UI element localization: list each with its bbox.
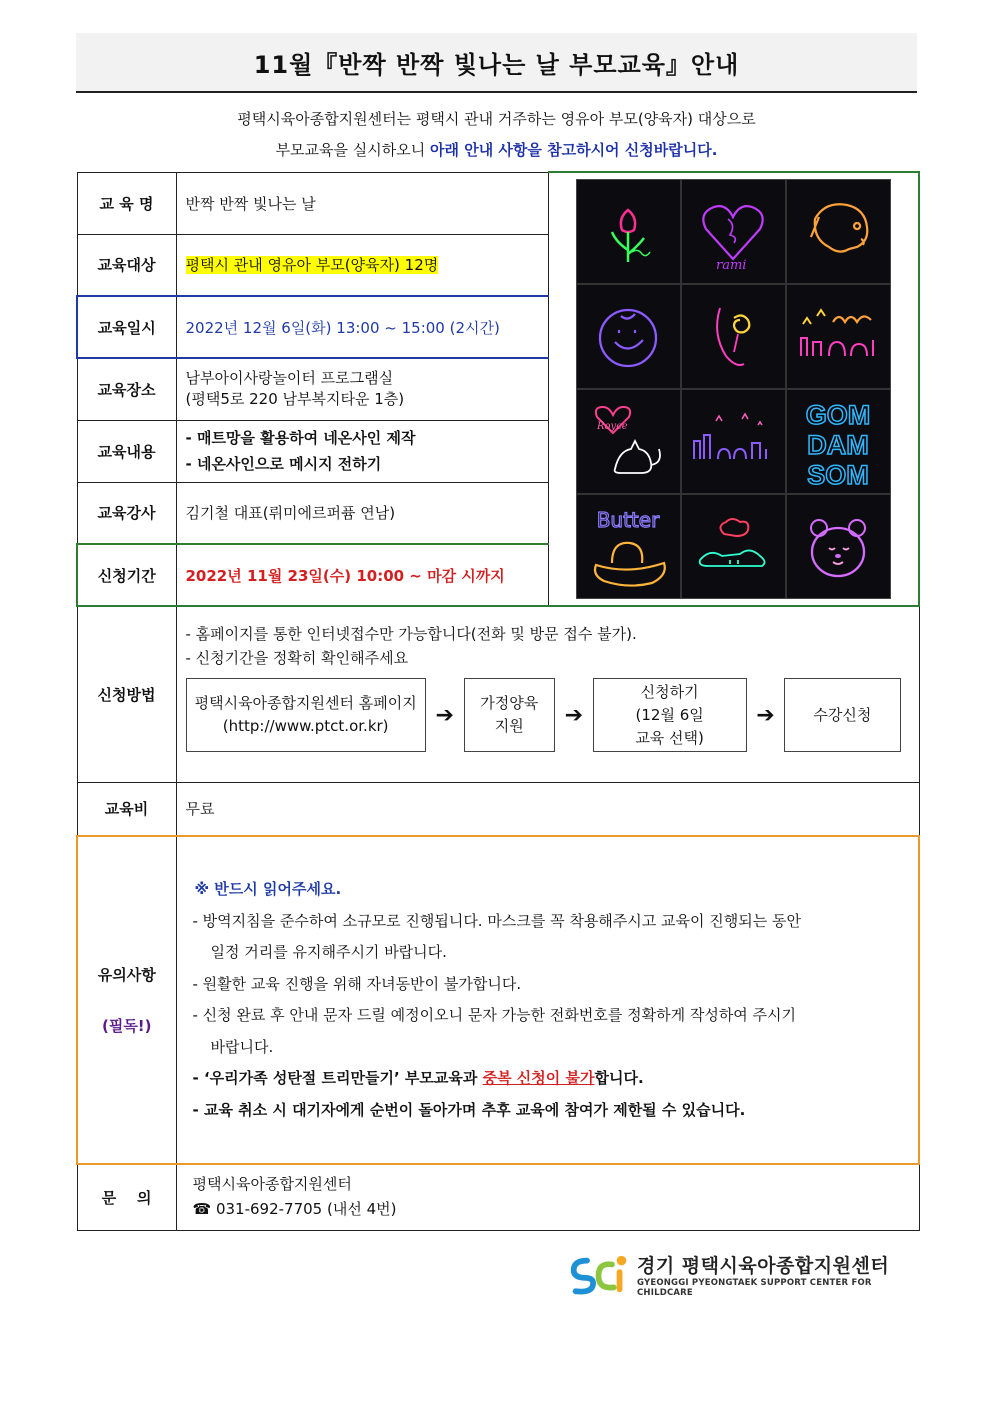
value-instructor: 김기철 대표(뤼미에르퍼퓸 연남) bbox=[176, 482, 548, 544]
value-place bbox=[176, 358, 548, 420]
tulip-neon-icon bbox=[577, 180, 680, 283]
place-line-2: (평택5로 220 남부복지타운 1층) bbox=[185, 390, 405, 409]
apply-flow bbox=[186, 678, 901, 752]
footer-logo-text bbox=[637, 1251, 918, 1298]
label-notes bbox=[77, 836, 176, 1164]
footer-name-ko: 경기 평택시육아종합지원센터 bbox=[636, 1254, 890, 1277]
value-content bbox=[176, 420, 548, 482]
rose-face-neon-icon bbox=[682, 285, 785, 388]
label-target: 교육대상 bbox=[77, 234, 176, 296]
label-place: 교육장소 bbox=[77, 358, 176, 420]
value-target: 평택시 관내 영유아 부모(양육자) 12명 bbox=[185, 256, 439, 275]
step-apply-line-3: 교육 선택) bbox=[635, 728, 704, 747]
step-home-care-line-1: 가정양육 bbox=[480, 694, 539, 713]
neon-image-cell bbox=[548, 172, 919, 606]
intro-line-2-highlight: 아래 안내 사항을 참고하시어 신청바랍니다. bbox=[430, 141, 718, 159]
notes-item-1b: 일정 거리를 유지해주시기 바랍니다. bbox=[210, 943, 447, 961]
content-line-1: - 매트망을 활용하여 네온사인 제작 bbox=[185, 429, 416, 447]
heart-face-neon-icon bbox=[682, 180, 785, 283]
row-notes bbox=[77, 836, 919, 1164]
intro-text bbox=[76, 104, 917, 166]
svg-text:Butter: Butter bbox=[596, 507, 660, 532]
notes-head: ※ 반드시 읽어주세요. bbox=[194, 880, 342, 898]
step-apply-line-1: 신청하기 bbox=[640, 682, 699, 701]
step-register: 수강신청 bbox=[784, 678, 900, 752]
value-fee: 무료 bbox=[176, 782, 919, 836]
notes-item-3b: 바랍니다. bbox=[210, 1037, 274, 1056]
intro-line-1: 평택시육아종합지원센터는 평택시 관내 거주하는 영유아 부모(양육자) 대상으로 bbox=[237, 110, 756, 128]
notes-item-3a: - 신청 완료 후 안내 문자 드릴 예정이오니 문자 가능한 전화번호를 정확하게 작성하여 주시기 bbox=[192, 1006, 797, 1024]
step-homepage-line-1: 평택시육아종합지원센터 홈페이지 bbox=[194, 694, 417, 713]
label-instructor: 교육강사 bbox=[77, 482, 176, 544]
contact-phone-line bbox=[193, 1197, 919, 1222]
notes-item-4b: 중복 신청이 불가 bbox=[482, 1069, 595, 1087]
intro-line-2 bbox=[76, 135, 917, 166]
cats-neon-icon bbox=[787, 285, 890, 388]
svg-text:DAM: DAM bbox=[807, 429, 869, 460]
value-target-cell bbox=[176, 234, 548, 296]
label-period: 신청기간 bbox=[77, 544, 176, 606]
bear-neon-icon bbox=[787, 495, 890, 598]
notes-item-4c: 합니다. bbox=[594, 1069, 644, 1087]
svg-text:rami: rami bbox=[716, 257, 747, 273]
intro-line-2-plain: 부모교육을 실시하오니 bbox=[275, 141, 430, 159]
value-date: 2022년 12월 6일(화) 13:00 ~ 15:00 (2시간) bbox=[176, 296, 548, 358]
phone-icon: ☎ bbox=[192, 1200, 212, 1219]
svg-text:Royce: Royce bbox=[597, 420, 628, 432]
row-contact bbox=[77, 1164, 919, 1230]
info-table bbox=[76, 171, 920, 1231]
cloud-sleep-neon-icon bbox=[682, 495, 785, 598]
value-contact bbox=[176, 1164, 919, 1230]
value-name: 반짝 반짝 빛나는 날 bbox=[176, 172, 548, 234]
label-contact: 문 의 bbox=[77, 1164, 176, 1230]
arrow-right-icon: ➔ bbox=[435, 702, 454, 728]
title-bar bbox=[76, 33, 917, 93]
dog-neon-icon bbox=[787, 180, 890, 283]
gomdamsom-neon-icon bbox=[787, 390, 890, 493]
label-content: 교육내용 bbox=[77, 420, 176, 482]
notes-item-4 bbox=[193, 1063, 910, 1095]
footer-name-en: GYEONGGI PYEONGTAEK SUPPORT CENTER FOR CHILDCARE bbox=[636, 1277, 872, 1298]
center-logo-icon bbox=[566, 1252, 633, 1296]
page-title: 11월『반짝 반짝 빛나는 날 부모교육』안내 bbox=[253, 50, 740, 79]
contact-org: 평택시육아종합지원센터 bbox=[192, 1175, 352, 1194]
arrow-right-icon: ➔ bbox=[756, 702, 775, 728]
butter-hat-neon-icon bbox=[577, 495, 680, 598]
smile-face-neon-icon bbox=[577, 285, 680, 388]
step-homepage bbox=[186, 678, 426, 752]
row-apply bbox=[77, 606, 919, 782]
step-homepage-line-2: (http://www.ptct.or.kr) bbox=[222, 717, 389, 736]
contact-phone: 031-692-7705 (내선 4번) bbox=[215, 1200, 397, 1219]
notes-item-1a: - 방역지침을 준수하여 소규모로 진행됩니다. 마스크를 꼭 착용해주시고 교육이 진행되는 동안 bbox=[192, 911, 801, 930]
content-line-2: - 네온사인으로 메시지 전하기 bbox=[185, 455, 382, 473]
label-name: 교 육 명 bbox=[77, 172, 176, 234]
apply-note-1: - 홈페이지를 통한 인터넷접수만 가능합니다(전화 및 방문 접수 불가). bbox=[185, 625, 637, 644]
step-home-care-line-2: 지원 bbox=[494, 717, 524, 736]
value-notes bbox=[176, 836, 919, 1164]
notes-label-sub: (필독!) bbox=[101, 1017, 152, 1035]
notes-item-2: - 원활한 교육 진행을 위해 자녀동반이 불가합니다. bbox=[192, 974, 522, 993]
neon-image-grid bbox=[576, 179, 891, 599]
label-date: 교육일시 bbox=[77, 296, 176, 358]
row-name bbox=[77, 172, 919, 234]
apply-note-2: - 신청기간을 정확히 확인해주세요 bbox=[185, 649, 409, 668]
heart-cat-neon-icon bbox=[577, 390, 680, 493]
step-home-care bbox=[464, 678, 555, 752]
footer-logo bbox=[566, 1252, 918, 1296]
notes-item-4a: - ‘우리가족 성탄절 트리만들기’ 부모교육과 bbox=[192, 1069, 483, 1087]
label-apply: 신청방법 bbox=[77, 606, 176, 782]
place-line-1: 남부아이사랑놀이터 프로그램실 bbox=[185, 369, 394, 388]
city-cats-neon-icon bbox=[682, 390, 785, 493]
notes-label: 유의사항 bbox=[97, 966, 156, 984]
step-apply bbox=[593, 678, 747, 752]
svg-text:SOM: SOM bbox=[807, 459, 870, 490]
row-fee bbox=[77, 782, 919, 836]
notes-item-5: - 교육 취소 시 대기자에게 순번이 돌아가며 추후 교육에 참여가 제한될 수 있습니다. bbox=[192, 1100, 746, 1119]
value-apply bbox=[176, 606, 919, 782]
value-period: 2022년 11월 23일(수) 10:00 ~ 마감 시까지 bbox=[176, 544, 548, 606]
svg-text:GOM: GOM bbox=[806, 399, 871, 430]
label-fee: 교육비 bbox=[77, 782, 176, 836]
step-apply-line-2: (12월 6일 bbox=[635, 705, 704, 724]
arrow-right-icon: ➔ bbox=[564, 702, 583, 728]
